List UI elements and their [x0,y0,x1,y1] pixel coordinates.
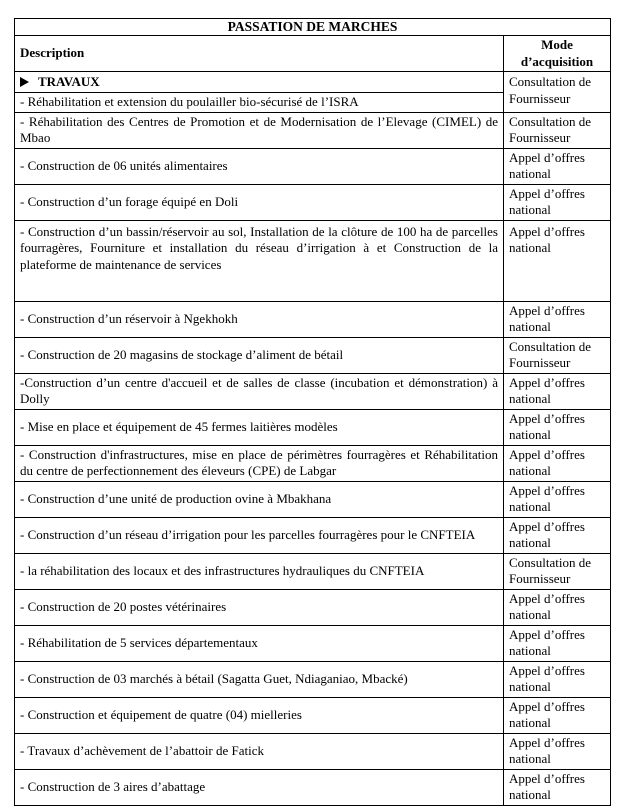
description-cell: - Construction d'infrastructures, mise en place de périmètres fourragères et Réhabilitation du centre de perfectionnement des éleveurs (CPE) de Labgar [15,445,504,481]
description-cell: - Construction de 20 magasins de stockage d’aliment de bétail [15,337,504,373]
table-row [15,148,611,184]
table-row [15,301,611,337]
document-page [14,18,611,806]
table-row [15,625,611,661]
mode-cell: Appel d’offres national [504,148,611,184]
description-cell: - Construction d’un forage équipé en Doli [15,184,504,220]
table-row [15,112,611,148]
description-cell: - Mise en place et équipement de 45 fermes laitières modèles [15,409,504,445]
column-header-description: Description [15,36,504,72]
table-row [15,661,611,697]
table-title: PASSATION DE MARCHES [15,19,611,36]
mode-cell: Appel d’offres national [504,589,611,625]
description-cell: - Réhabilitation et extension du poulailler bio-sécurisé de l’ISRA [15,93,504,113]
description-cell: - Construction de 03 marchés à bétail (Sagatta Guet, Ndiaganiao, Mbacké) [15,661,504,697]
description-cell: - Construction d’un réseau d’irrigation pour les parcelles fourragères pour le CNFTEIA [15,517,504,553]
description-cell: - Construction d’un bassin/réservoir au sol, Installation de la clôture de 100 ha de parcelles fourragères, Fourniture et installation du réseau d’irrigation à et Construction de la plateforme de maintenance de services [15,220,504,301]
mode-cell: Appel d’offres national [504,733,611,769]
mode-cell: Appel d’offres national [504,301,611,337]
description-cell: - Construction d’une unité de production ovine à Mbakhana [15,481,504,517]
mode-cell: Consultation de Fournisseur [504,337,611,373]
table-row [15,409,611,445]
table-row [15,220,611,301]
table-row [15,553,611,589]
description-cell: - Réhabilitation de 5 services départementaux [15,625,504,661]
mode-cell: Appel d’offres national [504,373,611,409]
mode-cell: Appel d’offres national [504,661,611,697]
mode-cell: Appel d’offres national [504,769,611,805]
description-cell: - Construction d’un réservoir à Ngekhokh [15,301,504,337]
column-header-row [15,36,611,72]
mode-cell: Consultation de Fournisseur [504,553,611,589]
description-cell: - Construction et équipement de quatre (04) mielleries [15,697,504,733]
mode-cell: Appel d’offres national [504,445,611,481]
mode-cell: Appel d’offres national [504,517,611,553]
table-row [15,517,611,553]
description-cell: - Construction de 20 postes vétérinaires [15,589,504,625]
description-cell: - Réhabilitation des Centres de Promotion et de Modernisation de l’Elevage (CIMEL) de Mbao [15,112,504,148]
mode-cell: Appel d’offres national [504,409,611,445]
description-cell: - Construction de 06 unités alimentaires [15,148,504,184]
description-cell: - Travaux d’achèvement de l’abattoir de Fatick [15,733,504,769]
description-cell: - la réhabilitation des locaux et des infrastructures hydrauliques du CNFTEIA [15,553,504,589]
table-row [15,697,611,733]
mode-cell-merged: Consultation de Fournisseur [504,72,611,113]
column-header-mode: Mode d’acquisition [504,36,611,72]
mode-cell: Appel d’offres national [504,697,611,733]
procurement-table [14,18,611,806]
title-row [15,19,611,36]
table-row [15,769,611,805]
arrowhead-right-icon [20,77,29,87]
description-cell: -Construction d’un centre d'accueil et de salles de classe (incubation et démonstration) à Dolly [15,373,504,409]
section-label: TRAVAUX [38,73,100,89]
mode-cell: Appel d’offres national [504,184,611,220]
table-row [15,733,611,769]
table-row [15,589,611,625]
table-row [15,445,611,481]
mode-cell: Appel d’offres national [504,220,611,301]
section-cell [15,72,504,93]
section-row [15,72,611,93]
mode-cell: Appel d’offres national [504,481,611,517]
mode-cell: Consultation de Fournisseur [504,112,611,148]
description-cell: - Construction de 3 aires d’abattage [15,769,504,805]
table-row [15,337,611,373]
table-row [15,481,611,517]
mode-cell: Appel d’offres national [504,625,611,661]
table-row [15,373,611,409]
table-row [15,184,611,220]
